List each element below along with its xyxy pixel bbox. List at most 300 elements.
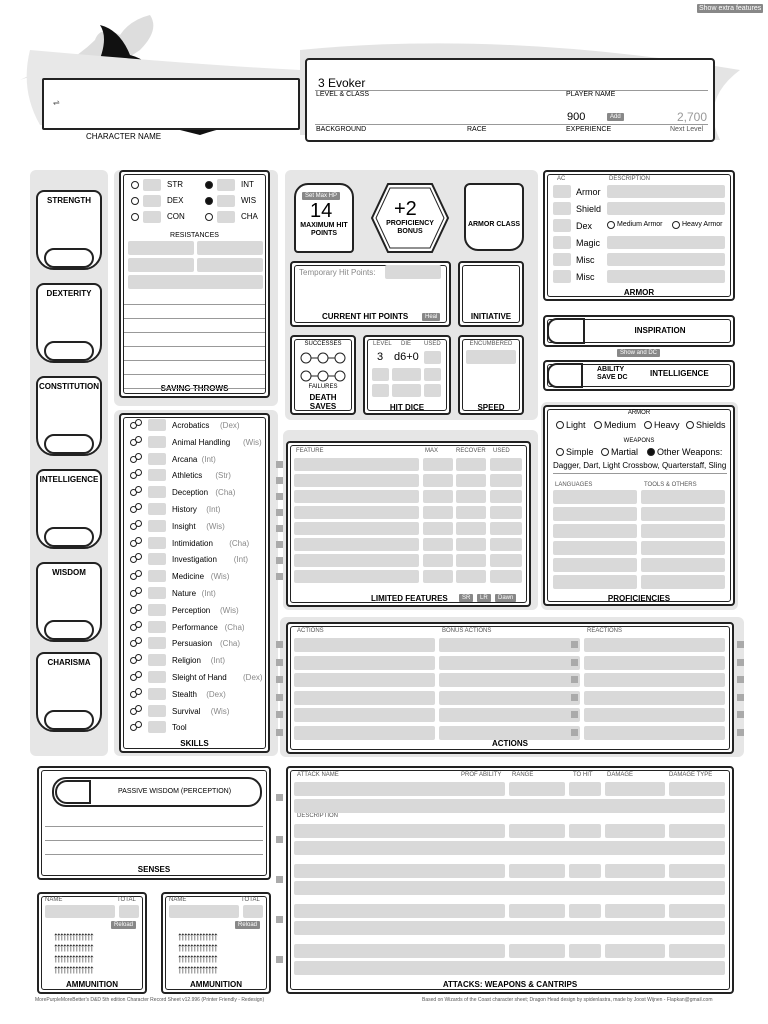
save-dc-value[interactable] <box>547 363 583 388</box>
character-info-panel <box>305 58 715 142</box>
inspiration-checkbox[interactable] <box>547 318 585 344</box>
reaction-row-1[interactable] <box>584 656 725 670</box>
attack-damage-type-2[interactable] <box>669 864 725 878</box>
skill-value-6[interactable] <box>148 520 166 532</box>
language-row-0[interactable] <box>553 490 637 504</box>
race-label: RACE <box>467 126 487 133</box>
feature-toggle-2[interactable] <box>276 493 283 500</box>
feature-name-4[interactable] <box>294 522 419 535</box>
action-row-3[interactable] <box>294 691 435 705</box>
weapon-prof-1-label: Martial <box>611 447 639 457</box>
attack-description-1[interactable] <box>294 841 725 855</box>
skill-expertise-11[interactable] <box>135 604 142 611</box>
action-row-1[interactable] <box>294 656 435 670</box>
attack-damage-type-0[interactable] <box>669 782 725 796</box>
initiative-label: INITIATIVE <box>470 312 512 321</box>
speed-label: SPEED <box>477 403 505 412</box>
attack-range-3[interactable] <box>509 904 565 918</box>
attack-description-3[interactable] <box>294 921 725 935</box>
skill-name-10: Nature <box>172 589 197 598</box>
long-rest-button[interactable]: LR <box>477 594 491 602</box>
bonus-action-row-5[interactable] <box>439 726 580 740</box>
skill-value-7[interactable] <box>148 537 166 549</box>
ammo-name-0[interactable] <box>45 905 115 918</box>
skill-name-18: Tool <box>172 723 187 733</box>
reaction-toggle-3[interactable] <box>737 694 744 701</box>
feature-name-0[interactable] <box>294 458 419 471</box>
reaction-row-5[interactable] <box>584 726 725 740</box>
reaction-toggle-1[interactable] <box>737 659 744 666</box>
skill-ability-15: (Dex) <box>243 673 263 682</box>
skill-expertise-12[interactable] <box>135 621 142 628</box>
armor-class-label: ARMOR CLASS <box>467 221 521 228</box>
attack-tohit-3[interactable] <box>569 904 601 918</box>
armor-ac-3[interactable] <box>553 236 571 249</box>
save-prof-wis[interactable] <box>205 197 213 205</box>
ammo-total-1[interactable] <box>243 905 263 918</box>
save-prof-cha[interactable] <box>205 213 213 221</box>
attack-damage-type-3[interactable] <box>669 904 725 918</box>
tool-row-4[interactable] <box>641 558 725 572</box>
skill-expertise-10[interactable] <box>135 587 142 594</box>
skill-name-1: Animal Handling <box>172 437 231 447</box>
language-row-1[interactable] <box>553 507 637 521</box>
feature-toggle-6[interactable] <box>276 557 283 564</box>
attack-toggle-2[interactable] <box>276 876 283 883</box>
action-toggle-2[interactable] <box>276 676 283 683</box>
skill-value-1[interactable] <box>148 436 166 448</box>
skill-ability-3: (Str) <box>215 471 231 481</box>
weapon-prof-1-radio[interactable] <box>601 448 609 456</box>
skill-ability-17: (Wis) <box>210 706 230 716</box>
feature-max-6[interactable] <box>423 554 453 567</box>
skill-ability-12: (Cha) <box>224 622 245 632</box>
dawn-button[interactable]: Dawn <box>495 594 516 602</box>
tool-row-2[interactable] <box>641 524 725 538</box>
success-3-circle[interactable] <box>335 353 345 363</box>
reaction-toggle-5[interactable] <box>737 729 744 736</box>
skill-value-10[interactable] <box>148 587 166 599</box>
attack-range-4[interactable] <box>509 944 565 958</box>
ability-label-1: DEXTERITY <box>46 289 92 298</box>
feature-used-1[interactable] <box>490 474 522 487</box>
attack-range-2[interactable] <box>509 864 565 878</box>
skill-name-2: Arcana <box>172 454 198 464</box>
attack-tohit-1[interactable] <box>569 824 601 838</box>
feature-toggle-1[interactable] <box>276 477 283 484</box>
save-value-str[interactable] <box>143 179 161 191</box>
ammo-arrows-icon[interactable]: ↑↑↑↑↑↑↑↑↑↑↑↑↑ <box>177 951 216 965</box>
set-max-hp-button[interactable]: Set Max HP <box>302 192 340 200</box>
ability-modifier-5[interactable] <box>44 710 94 730</box>
language-row-2[interactable] <box>553 524 637 538</box>
ability-modifier-3[interactable] <box>44 527 94 547</box>
skills-title: SKILLS <box>180 739 209 748</box>
armor-ac-2[interactable] <box>553 219 571 232</box>
feature-name-3[interactable] <box>294 506 419 519</box>
bonus-action-row-0[interactable] <box>439 638 580 652</box>
attack-damage-1[interactable] <box>605 824 665 838</box>
feature-name-2[interactable] <box>294 490 419 503</box>
feature-used-4[interactable] <box>490 522 522 535</box>
skill-ability-2: (Int) <box>201 454 216 464</box>
skill-value-18[interactable] <box>148 721 166 733</box>
background-label: BACKGROUND <box>316 126 367 133</box>
short-rest-button[interactable]: SR <box>459 594 473 602</box>
attack-name-1[interactable] <box>294 824 505 838</box>
attacks-title: ATTACKS: WEAPONS & CANTRIPS <box>442 980 578 989</box>
attack-name-2[interactable] <box>294 864 505 878</box>
armor-desc-1[interactable] <box>607 202 725 215</box>
bonus-action-row-1[interactable] <box>439 656 580 670</box>
bonus-action-toggle-2[interactable] <box>571 676 578 683</box>
feature-recover-3[interactable] <box>456 506 486 519</box>
feature-max-3[interactable] <box>423 506 453 519</box>
hit-dice-label: HIT DICE <box>389 403 425 412</box>
failure-1-circle[interactable] <box>301 371 311 381</box>
skill-ability-5: (Int) <box>206 505 221 514</box>
skill-value-16[interactable] <box>148 688 166 700</box>
action-row-0[interactable] <box>294 638 435 652</box>
feature-max-1[interactable] <box>423 474 453 487</box>
current-hp-label: CURRENT HIT POINTS <box>322 312 409 321</box>
action-toggle-1[interactable] <box>276 659 283 666</box>
skill-value-11[interactable] <box>148 604 166 616</box>
skill-expertise-7[interactable] <box>135 537 142 544</box>
ability-label-0: STRENGTH <box>47 196 91 205</box>
ammo-arrows-icon[interactable]: ↑↑↑↑↑↑↑↑↑↑↑↑↑ <box>53 951 92 965</box>
weapon-prof-0-radio[interactable] <box>556 448 564 456</box>
attack-tohit-4[interactable] <box>569 944 601 958</box>
reaction-toggle-2[interactable] <box>737 676 744 683</box>
proficiency-bonus-value: +2 <box>394 198 417 220</box>
ability-modifier-2[interactable] <box>44 434 94 454</box>
save-value-cha[interactable] <box>217 211 235 223</box>
save-value-int[interactable] <box>217 179 235 191</box>
max-hp-label: MAXIMUM HIT POINTS <box>300 222 348 237</box>
feature-used-3[interactable] <box>490 506 522 519</box>
tool-row-3[interactable] <box>641 541 725 555</box>
character-name-field[interactable] <box>42 78 300 130</box>
skill-ability-14: (Int) <box>210 656 226 666</box>
ammo-arrows-icon[interactable]: ↑↑↑↑↑↑↑↑↑↑↑↑↑ <box>177 962 216 976</box>
next-level-label: Next Level <box>670 126 704 133</box>
encumbered-label: ENCUMBERED <box>469 341 513 347</box>
language-row-5[interactable] <box>553 575 637 589</box>
attack-damage-0[interactable] <box>605 782 665 796</box>
feature-used-6[interactable] <box>490 554 522 567</box>
skill-expertise-17[interactable] <box>135 705 142 712</box>
armor-ac-0[interactable] <box>553 185 571 198</box>
attack-toggle-0[interactable] <box>276 794 283 801</box>
add-experience-button[interactable]: Add <box>607 113 624 121</box>
save-dc-label: ABILITY SAVE DC <box>597 366 628 381</box>
skill-value-13[interactable] <box>148 637 166 649</box>
ammo-total-0[interactable] <box>119 905 139 918</box>
skill-ability-0: (Dex) <box>220 421 240 430</box>
armor-prof-0-radio[interactable] <box>556 421 564 429</box>
heal-button[interactable]: Heal <box>422 313 440 321</box>
attack-damage-4[interactable] <box>605 944 665 958</box>
weapons-text[interactable]: Dagger, Dart, Light Crossbow, Quarterstaff, Sling <box>553 461 727 470</box>
tool-row-1[interactable] <box>641 507 725 521</box>
attack-tohit-2[interactable] <box>569 864 601 878</box>
attack-toggle-3[interactable] <box>276 916 283 923</box>
resistances-label: RESISTANCES <box>170 232 219 239</box>
skills-panel <box>119 413 270 753</box>
ammo-arrows-icon[interactable]: ↑↑↑↑↑↑↑↑↑↑↑↑↑ <box>177 940 216 954</box>
save-prof-str[interactable] <box>131 181 139 189</box>
save-prof-dex[interactable] <box>131 197 139 205</box>
max-hp-value[interactable]: 14 <box>310 200 333 222</box>
feature-max-2[interactable] <box>423 490 453 503</box>
skill-name-13: Persuasion <box>172 639 213 649</box>
skill-name-5: History <box>172 505 197 514</box>
armor-desc-0[interactable] <box>607 185 725 198</box>
attack-range-0[interactable] <box>509 782 565 796</box>
attack-name-0[interactable] <box>294 782 505 796</box>
temp-hp-input[interactable] <box>385 265 441 279</box>
feature-max-0[interactable] <box>423 458 453 471</box>
armor-title: ARMOR <box>623 288 655 297</box>
feature-name-7[interactable] <box>294 570 419 583</box>
tool-row-5[interactable] <box>641 575 725 589</box>
skill-ability-10: (Int) <box>201 589 216 598</box>
reaction-row-2[interactable] <box>584 673 725 687</box>
failures-label: FAILURES <box>308 384 338 390</box>
death-saves-label: DEATH SAVES <box>309 393 337 411</box>
skill-value-17[interactable] <box>148 705 166 717</box>
save-value-wis[interactable] <box>217 195 235 207</box>
armor-ac-1[interactable] <box>553 202 571 215</box>
action-row-4[interactable] <box>294 708 435 722</box>
skill-expertise-2[interactable] <box>135 453 142 460</box>
skill-ability-13: (Cha) <box>220 639 241 649</box>
skill-name-17: Survival <box>172 706 201 716</box>
attack-range-1[interactable] <box>509 824 565 838</box>
skill-value-4[interactable] <box>148 486 166 498</box>
feature-recover-5[interactable] <box>456 538 486 551</box>
hit-dice-level[interactable]: 3 <box>377 351 384 363</box>
skill-ability-6: (Wis) <box>206 521 225 531</box>
attack-description-0[interactable] <box>294 799 725 813</box>
failure-2-circle[interactable] <box>318 371 328 381</box>
ammo-arrows-icon[interactable]: ↑↑↑↑↑↑↑↑↑↑↑↑↑ <box>53 929 92 943</box>
ammo-name-1[interactable] <box>169 905 239 918</box>
skill-value-2[interactable] <box>148 453 166 465</box>
feature-recover-4[interactable] <box>456 522 486 535</box>
attack-name-4[interactable] <box>294 944 505 958</box>
language-row-3[interactable] <box>553 541 637 555</box>
skill-name-12: Performance <box>172 622 218 632</box>
save-label-con: CON <box>167 212 185 221</box>
save-value-dex[interactable] <box>143 195 161 207</box>
skill-value-3[interactable] <box>148 469 166 481</box>
skill-ability-16: (Dex) <box>206 689 226 699</box>
skill-name-7: Intimidation <box>172 538 213 548</box>
action-toggle-5[interactable] <box>276 729 283 736</box>
armor-row-label-2: Dex <box>576 221 593 231</box>
attack-damage-type-1[interactable] <box>669 824 725 838</box>
passive-perception-label: PASSIVE WISDOM (PERCEPTION) <box>118 788 232 795</box>
ability-label-4: WISDOM <box>52 568 86 577</box>
skill-expertise-16[interactable] <box>135 688 142 695</box>
skill-value-9[interactable] <box>148 570 166 582</box>
skill-ability-1: (Wis) <box>243 437 262 447</box>
feature-recover-2[interactable] <box>456 490 486 503</box>
passive-perception-value[interactable] <box>55 780 91 804</box>
ability-label-3: INTELLIGENCE <box>39 475 99 484</box>
attack-damage-3[interactable] <box>605 904 665 918</box>
reaction-row-4[interactable] <box>584 708 725 722</box>
reaction-toggle-4[interactable] <box>737 711 744 718</box>
skill-expertise-6[interactable] <box>135 520 142 527</box>
action-row-5[interactable] <box>294 726 435 740</box>
feature-toggle-0[interactable] <box>276 461 283 468</box>
skill-value-15[interactable] <box>148 671 166 683</box>
feature-toggle-3[interactable] <box>276 509 283 516</box>
feature-name-5[interactable] <box>294 538 419 551</box>
show-extra-features-button[interactable]: Show extra features <box>699 5 762 12</box>
armor-row-label-5: Misc <box>576 272 595 282</box>
ability-label-2: CONSTITUTION <box>39 382 99 391</box>
bonus-action-toggle-0[interactable] <box>571 641 578 648</box>
armor-ac-4[interactable] <box>553 253 571 266</box>
tool-row-0[interactable] <box>641 490 725 504</box>
feature-recover-6[interactable] <box>456 554 486 567</box>
feature-recover-7[interactable] <box>456 570 486 583</box>
weapon-prof-2-radio[interactable] <box>647 448 655 456</box>
armor-desc-4[interactable] <box>607 253 725 266</box>
feature-used-2[interactable] <box>490 490 522 503</box>
language-row-4[interactable] <box>553 558 637 572</box>
skill-name-9: Medicine <box>172 572 205 582</box>
armor-row-label-4: Misc <box>576 255 595 265</box>
footer-right: Based on Wizards of the Coast character sheet; Dragon Head design by spidenlastra, made by Joost Wijnen - Flapkan@gmail.com <box>422 997 713 1003</box>
attack-damage-2[interactable] <box>605 864 665 878</box>
feature-toggle-4[interactable] <box>276 525 283 532</box>
feature-name-6[interactable] <box>294 554 419 567</box>
ammo-reload-button-0[interactable]: Reload <box>111 921 136 929</box>
attack-toggle-4[interactable] <box>276 956 283 963</box>
ammo-arrows-icon[interactable]: ↑↑↑↑↑↑↑↑↑↑↑↑↑ <box>177 929 216 943</box>
feature-toggle-7[interactable] <box>276 573 283 580</box>
success-1-circle[interactable] <box>301 353 311 363</box>
armor-prof-1-label: Medium <box>604 420 637 430</box>
skill-expertise-1[interactable] <box>135 436 142 443</box>
skill-name-8: Investigation <box>172 555 217 565</box>
save-value-con[interactable] <box>143 211 161 223</box>
armor-prof-1-radio[interactable] <box>594 421 602 429</box>
success-2-circle[interactable] <box>318 353 328 363</box>
save-prof-int[interactable] <box>205 181 213 189</box>
show-dc-button[interactable]: Show and DC <box>617 349 660 357</box>
feature-recover-0[interactable] <box>456 458 486 471</box>
skill-ability-7: (Cha) <box>229 538 250 548</box>
skill-name-6: Insight <box>172 521 196 531</box>
attack-description-2[interactable] <box>294 881 725 895</box>
level-class-value[interactable]: 3 Evoker <box>318 76 366 90</box>
attack-name-3[interactable] <box>294 904 505 918</box>
skill-value-8[interactable] <box>148 553 166 565</box>
skill-name-0: Acrobatics <box>172 421 210 430</box>
action-toggle-0[interactable] <box>276 641 283 648</box>
level-class-label: LEVEL & CLASS <box>316 91 370 98</box>
medium-armor-radio[interactable] <box>607 221 615 229</box>
feature-max-4[interactable] <box>423 522 453 535</box>
bonus-action-row-3[interactable] <box>439 691 580 705</box>
skill-expertise-5[interactable] <box>135 503 142 510</box>
reaction-toggle-0[interactable] <box>737 641 744 648</box>
action-toggle-4[interactable] <box>276 711 283 718</box>
reaction-row-0[interactable] <box>584 638 725 652</box>
feature-max-7[interactable] <box>423 570 453 583</box>
weapon-prof-2-label: Other Weapons: <box>657 447 723 457</box>
bonus-action-row-2[interactable] <box>439 673 580 687</box>
save-prof-con[interactable] <box>131 213 139 221</box>
skill-name-4: Deception <box>172 488 209 498</box>
armor-ac-5[interactable] <box>553 270 571 283</box>
armor-desc-3[interactable] <box>607 236 725 249</box>
skill-value-0[interactable] <box>148 419 166 431</box>
failure-3-circle[interactable] <box>335 371 345 381</box>
skill-value-5[interactable] <box>148 503 166 515</box>
feature-max-5[interactable] <box>423 538 453 551</box>
feature-recover-1[interactable] <box>456 474 486 487</box>
temp-hp-label: Temporary Hit Points: <box>299 268 376 277</box>
proficiency-bonus-label: PROFICIENCY BONUS <box>386 220 434 235</box>
reaction-row-3[interactable] <box>584 691 725 705</box>
bonus-action-toggle-5[interactable] <box>571 729 578 736</box>
skill-value-14[interactable] <box>148 654 166 666</box>
armor-prof-2-radio[interactable] <box>644 421 652 429</box>
ability-modifier-4[interactable] <box>44 620 94 640</box>
armor-prof-3-radio[interactable] <box>686 421 694 429</box>
action-toggle-3[interactable] <box>276 694 283 701</box>
name-scroll-icon: ⇌ <box>53 98 60 107</box>
attack-tohit-0[interactable] <box>569 782 601 796</box>
feature-used-0[interactable] <box>490 458 522 471</box>
skill-expertise-15[interactable] <box>135 671 142 678</box>
feature-used-5[interactable] <box>490 538 522 551</box>
attack-description-4[interactable] <box>294 961 725 975</box>
feature-toggle-5[interactable] <box>276 541 283 548</box>
bonus-action-toggle-4[interactable] <box>571 711 578 718</box>
bonus-action-row-4[interactable] <box>439 708 580 722</box>
heavy-armor-radio[interactable] <box>672 221 680 229</box>
bonus-action-toggle-1[interactable] <box>571 659 578 666</box>
save-label-wis: WIS <box>241 196 257 205</box>
armor-class-shield[interactable] <box>464 183 524 251</box>
armor-desc-5[interactable] <box>607 270 725 283</box>
bonus-action-toggle-3[interactable] <box>571 694 578 701</box>
ammo-arrows-icon[interactable]: ↑↑↑↑↑↑↑↑↑↑↑↑↑ <box>53 962 92 976</box>
feature-used-7[interactable] <box>490 570 522 583</box>
experience-value[interactable]: 900 <box>567 111 586 123</box>
ammo-reload-button-1[interactable]: Reload <box>235 921 260 929</box>
action-row-2[interactable] <box>294 673 435 687</box>
ammo-arrows-icon[interactable]: ↑↑↑↑↑↑↑↑↑↑↑↑↑ <box>53 940 92 954</box>
ability-modifier-0[interactable] <box>44 248 94 268</box>
skill-expertise-0[interactable] <box>135 419 142 426</box>
feature-name-1[interactable] <box>294 474 419 487</box>
hit-dice-die[interactable]: d6+0 <box>394 351 419 363</box>
attack-damage-type-4[interactable] <box>669 944 725 958</box>
ability-modifier-1[interactable] <box>44 341 94 361</box>
save-dc-ability[interactable]: INTELLIGENCE <box>650 369 709 378</box>
skill-value-12[interactable] <box>148 621 166 633</box>
attack-toggle-1[interactable] <box>276 836 283 843</box>
